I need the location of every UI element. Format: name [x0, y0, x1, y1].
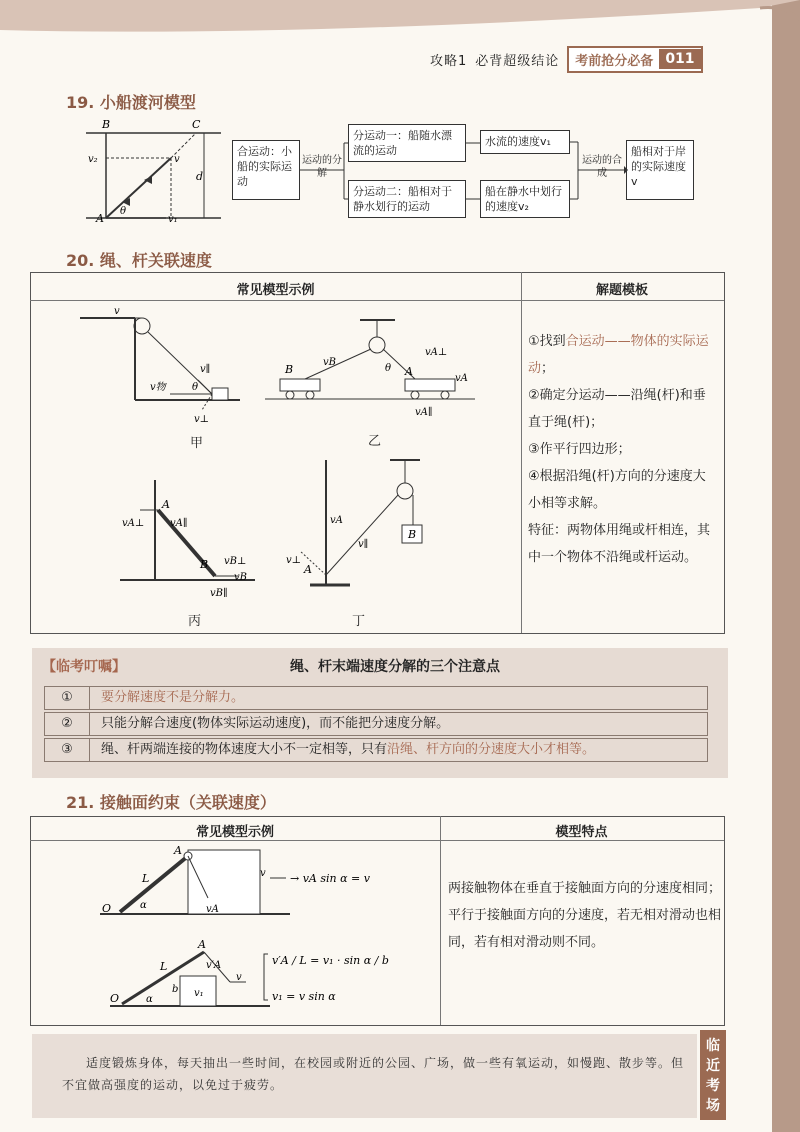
yi-vA: vA: [455, 373, 468, 384]
reminder-row-3: ③ 绳、杆两端连接的物体速度大小不一定相等，只有沿绳、杆方向的分速度大小才相等。: [44, 738, 708, 762]
c2-A: A: [198, 938, 206, 951]
flow-sub-motion-2: 分运动二：船相对于静水划行的运动: [348, 180, 466, 218]
c1-alpha: α: [140, 900, 147, 911]
c1-O: O: [102, 902, 112, 915]
caption-jia: 甲: [190, 436, 204, 451]
footer-tip-text: 适度锻炼身体，每天抽出一些时间，在校园或附近的公园、广场，做一些有氧运动，如慢跑、散步等。但不宜做高强度的运动，以免过于疲劳。: [62, 1056, 685, 1092]
label-theta: θ: [120, 206, 127, 217]
bing-vA-perp: vA⊥: [122, 518, 145, 529]
label-v1: v₁: [168, 214, 178, 225]
header-subtitle: 必背超级结论: [475, 53, 560, 69]
diagram-ding: [280, 455, 440, 600]
bing-vB-para: vB∥: [210, 588, 228, 599]
c1-A: A: [174, 844, 182, 857]
label-v2: v₂: [88, 154, 98, 165]
c1-vA: vA: [206, 904, 219, 915]
diagram-jia: [80, 306, 240, 430]
contact-diagram-2: [110, 940, 430, 1020]
c1-L: L: [142, 872, 150, 885]
table-20-column-divider: [521, 272, 522, 633]
table-20-header-divider: [30, 300, 724, 301]
c2-vA-prime: v′A: [206, 960, 222, 971]
yi-theta: θ: [385, 363, 392, 374]
c2-v: v: [236, 972, 242, 983]
ding-v-para: v∥: [358, 539, 369, 550]
c2-formula-a: v′A / L = v₁ · sin α / b: [272, 954, 389, 967]
table-20-col1-header: 常见模型示例: [236, 283, 315, 298]
jia-v-obj: v物: [150, 382, 166, 393]
jia-theta: θ: [192, 382, 199, 393]
exam-reminder-title: 绳、杆末端速度分解的三个注意点: [290, 659, 500, 675]
caption-bing: 丙: [188, 614, 202, 629]
caption-ding: 丁: [352, 614, 366, 629]
solution-template-steps: [528, 328, 718, 571]
c1-v: v: [260, 868, 266, 879]
page-number: 011: [659, 49, 700, 69]
flow-decompose-label: 运动的分解: [302, 155, 342, 179]
bing-B: B: [200, 558, 209, 571]
c2-alpha: α: [146, 994, 153, 1005]
yi-B: B: [285, 363, 294, 376]
table-21-column-divider: [440, 816, 441, 1025]
jia-v-para: v∥: [200, 364, 211, 375]
ding-A: A: [304, 563, 312, 576]
flow-result-final: 船相对于岸的实际速度v: [626, 140, 694, 200]
yi-A: A: [405, 365, 413, 378]
diagram-bing: [120, 480, 260, 600]
flow-sub-motion-1: 分运动一：船随水漂流的运动: [348, 124, 466, 162]
step-1: ①找到合运动——物体的实际运动；: [528, 334, 709, 376]
bing-vB-perp: vB⊥: [224, 556, 247, 567]
step-2: ②确定分运动——沿绳(杆)和垂直于绳(杆)；: [528, 388, 706, 430]
c2-O: O: [110, 992, 120, 1005]
flow-arrows: [0, 0, 800, 250]
flow-result-2: 船在静水中划行的速度v₂: [480, 180, 570, 218]
c2-b: b: [172, 984, 179, 995]
label-C: C: [192, 118, 201, 131]
label-B: B: [102, 118, 111, 131]
jia-v: v: [114, 306, 120, 317]
diagram-yi: [265, 315, 485, 425]
section-21-title: 21. 接触面约束（关联速度）: [66, 793, 276, 812]
table-21-col2-header: 模型特点: [555, 825, 608, 840]
step-4: ④根据沿绳(杆)方向的分速度大小相等求解。: [528, 469, 706, 511]
yi-vA-perp: vA⊥: [425, 347, 448, 358]
bing-vB: vB: [234, 572, 247, 583]
step-feature: 特征：两物体用绳或杆相连，其中一个物体不沿绳或杆运动。: [528, 523, 711, 565]
jia-v-perp: v⊥: [194, 414, 210, 425]
label-A: A: [96, 212, 104, 225]
ding-B: B: [408, 528, 417, 541]
c2-formula-b: v₁ = v sin α: [272, 990, 336, 1003]
step-3: ③作平行四边形；: [528, 442, 631, 457]
c2-L: L: [160, 960, 168, 973]
model-feature-text: 两接触物体在垂直于接触面方向的分速度相同；平行于接触面方向的分速度，若无相对滑动也相同，若有相对滑动则不同。: [448, 881, 722, 950]
section-20-title: 20. 绳、杆关联速度: [66, 251, 212, 270]
flow-compose-label: 运动的合成: [582, 155, 622, 179]
table-21-header-divider: [30, 840, 724, 841]
caption-yi: 乙: [368, 434, 382, 449]
table-20-col2-header: 解题模板: [595, 283, 648, 298]
yi-vA-para: vA∥: [415, 407, 433, 418]
header-badge-text: 考前抢分必备: [575, 53, 654, 69]
c2-v1: v₁: [194, 988, 204, 999]
bing-A: A: [162, 498, 170, 511]
section-19-title: 19. 小船渡河模型: [66, 93, 196, 112]
c1-formula: → vA sin α = v: [290, 872, 370, 885]
flow-total-motion: 合运动：小船的实际运动: [232, 140, 300, 200]
flow-result-1: 水流的速度v₁: [480, 130, 570, 154]
label-v: v: [174, 154, 180, 165]
header-section: 攻略1: [430, 53, 468, 69]
exam-reminder-tag: 【临考叮嘱】: [42, 659, 126, 675]
reminder-row-2: ② 只能分解合速度(物体实际运动速度)，而不能把分速度分解。: [44, 712, 708, 736]
ding-vA: vA: [330, 515, 343, 526]
table-21-col1-header: 常见模型示例: [195, 825, 274, 840]
side-tab: 临近考场: [700, 1030, 726, 1120]
ding-v-perp: v⊥: [286, 555, 302, 566]
label-d: d: [196, 170, 204, 183]
reminder-row-1: ① 要分解速度不是分解力。: [44, 686, 708, 710]
contact-diagram-1: [100, 842, 420, 932]
yi-vB: vB: [323, 357, 336, 368]
bing-vA-para: vA∥: [170, 518, 188, 529]
